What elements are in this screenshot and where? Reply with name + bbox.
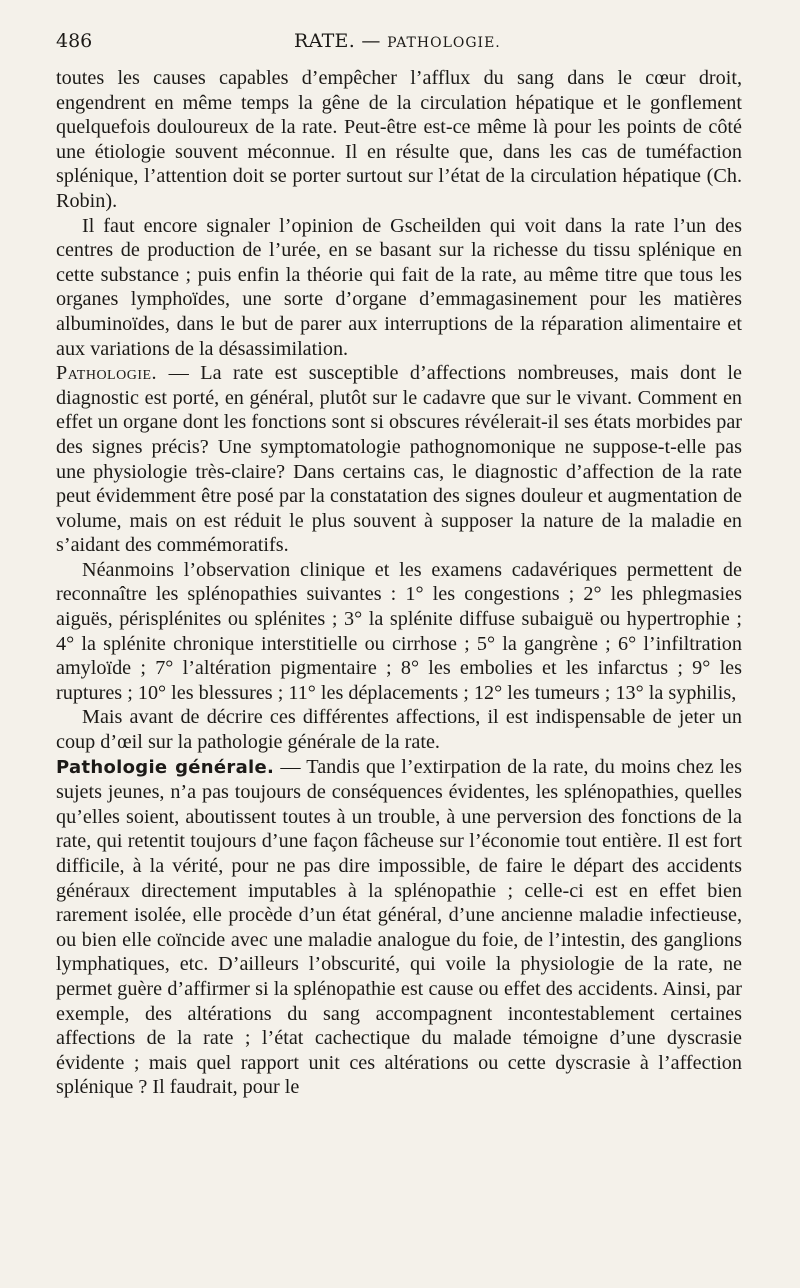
running-header (56, 30, 742, 60)
section-lead-pathologie-generale: Pathologie générale. (56, 756, 275, 778)
paragraph-pathologie (56, 361, 742, 558)
paragraph-text: — Tandis que l’extirpation de la rate, du moins chez les sujets jeunes, n’a pas toujours de conséquences évidentes, les splénopathies, quelles qu’elles soient, aboutissent toutes à un trouble, à une perversion des fonctions de la rate, qui retentit toujours d’une façon fâcheuse sur l’économie tout entière. Il est fort difficile, à la vérité, pour ne pas dire impossible, de faire le départ des accidents généraux directement imputables à la splénopathie ; celle-ci est en effet bien rarement isolée, elle procède d’un état général, d’une ancienne maladie infectieuse, ou bien elle coïncide avec une maladie analogue du foie, de l’intestin, des ganglions lymphatiques, etc. D’ailleurs l’obscurité, qui voile la physiologie de la rate, ne permet guère d’affirmer si la splénopathie est cause ou effet des accidents. Ainsi, par exemple, des altérations du sang accompagnent incontestablement certaines affections de la rate ; l’état cachectique du malade témoigne d’une dyscrasie évidente ; mais quel rapport unit ces altérations ou cette dyscrasie à l’affection splénique ? Il faudrait, pour le (56, 755, 742, 1099)
running-title-dash: — (361, 30, 381, 52)
running-title-main: RATE. (294, 30, 356, 52)
paragraph-text: Il faut encore signaler l’opinion de Gscheilden qui voit dans la rate l’un des centres de production de l’urée, en se basant sur la richesse du tissu splénique en cette substance ; puis enfin la théorie qui fait de la rate, au même titre que tous les organes lymphoïdes, une sorte d’organe d’emmagasinement pour les matières albuminoïdes, dans le but de parer aux interruptions de la réparation alimentaire et aux variations de la désassimilation. (56, 214, 742, 360)
page-number: 486 (56, 30, 93, 52)
paragraph-splenopathies-list (56, 558, 742, 706)
body-text (56, 66, 742, 1100)
paragraph-text: Mais avant de décrire ces différentes affections, il est indispensable de jeter un coup d’œil sur la pathologie générale de la rate. (56, 706, 742, 754)
paragraph-text: toutes les causes capables d’empêcher l’afflux du sang dans le cœur droit, engendrent en même temps la gêne de la circulation hépatique et le gonflement quelquefois douloureux de la rate. Peut-être est-ce même là pour les points de côté une étiologie souvent méconnue. Il en résulte que, dans les cas de tuméfaction splénique, l’attention doit se porter surtout sur l’état de la circulation hépatique (Ch. Robin). (56, 67, 742, 212)
paragraph-gscheilden (56, 214, 742, 362)
running-title-subtitle: PATHOLOGIE. (387, 35, 501, 51)
paragraph-text: — La rate est susceptible d’affections nombreuses, mais dont le diagnostic est porté, en général, plutôt sur le cadavre que sur le vivant. Comment en effet un organe dont les fonctions sont si obscures révélerait-il ses états morbides par des signes précis? Une symptomatologie pathognomonique ne suppose-t-elle pas une physiologie très-claire? Dans certains cas, le diagnostic d’affection de la rate peut évidemment être posé par la constatation des signes douleur et augmentation de volume, mais on est réduit le plus souvent à supposer la nature de la maladie en s’aidant des commémoratifs. (56, 362, 742, 557)
section-lead-pathologie: Pathologie. (56, 362, 158, 385)
paragraph-transition (56, 705, 742, 754)
paragraph-pathologie-generale (56, 755, 742, 1100)
paragraph-continuation (56, 66, 742, 214)
running-title (294, 30, 501, 52)
paragraph-text: Néanmoins l’observation clinique et les examens cadavériques permettent de reconnaître les splénopathies suivantes : 1° les congestions ; 2° les phlegmasies aiguës, périsplénites ou splénites ; 3° la splénite diffuse subaiguë ou hypertrophie ; 4° la splénite chronique interstitielle ou cirrhose ; 5° la gangrène ; 6° l’infiltration amyloïde ; 7° l’altération pigmentaire ; 8° les embolies et les infarctus ; 9° les ruptures ; 10° les blessures ; 11° les déplacements ; 12° les tumeurs ; 13° la syphilis, (56, 558, 742, 704)
